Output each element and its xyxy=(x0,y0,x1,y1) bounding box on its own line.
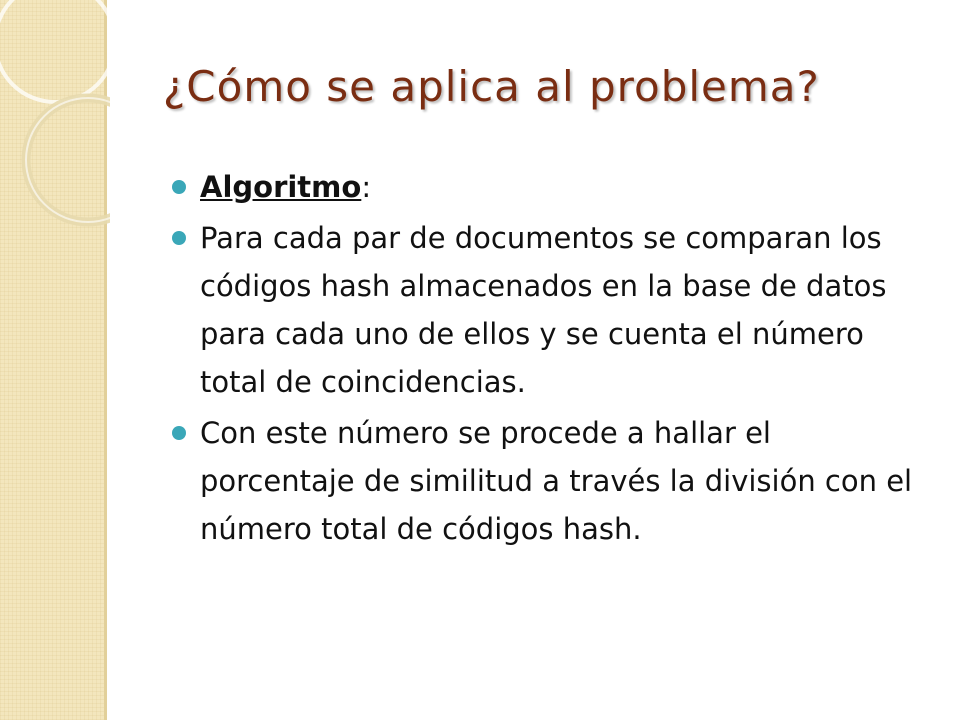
slide-title: ¿Cómo se aplica al problema? xyxy=(163,62,820,111)
bullet-dot-icon xyxy=(172,426,186,440)
bullet-text: Para cada par de documentos se comparan los códigos hash almacenados en la base de datos para cada uno de ellos y se cuenta el número total de coincidencias. xyxy=(200,221,887,399)
bullet-text: Con este número se procede a hallar el porcentaje de similitud a través la división con el número total de códigos hash. xyxy=(200,416,913,546)
bullet-heading: Algoritmo xyxy=(200,170,362,204)
bullet-heading-suffix: : xyxy=(361,170,372,204)
bullet-item xyxy=(172,409,932,553)
bullet-item xyxy=(172,163,932,211)
bullet-dot-icon xyxy=(172,231,186,245)
bullet-list xyxy=(172,163,932,556)
bullet-dot-icon xyxy=(172,180,186,194)
decorative-circles xyxy=(0,0,110,260)
bullet-item xyxy=(172,214,932,406)
